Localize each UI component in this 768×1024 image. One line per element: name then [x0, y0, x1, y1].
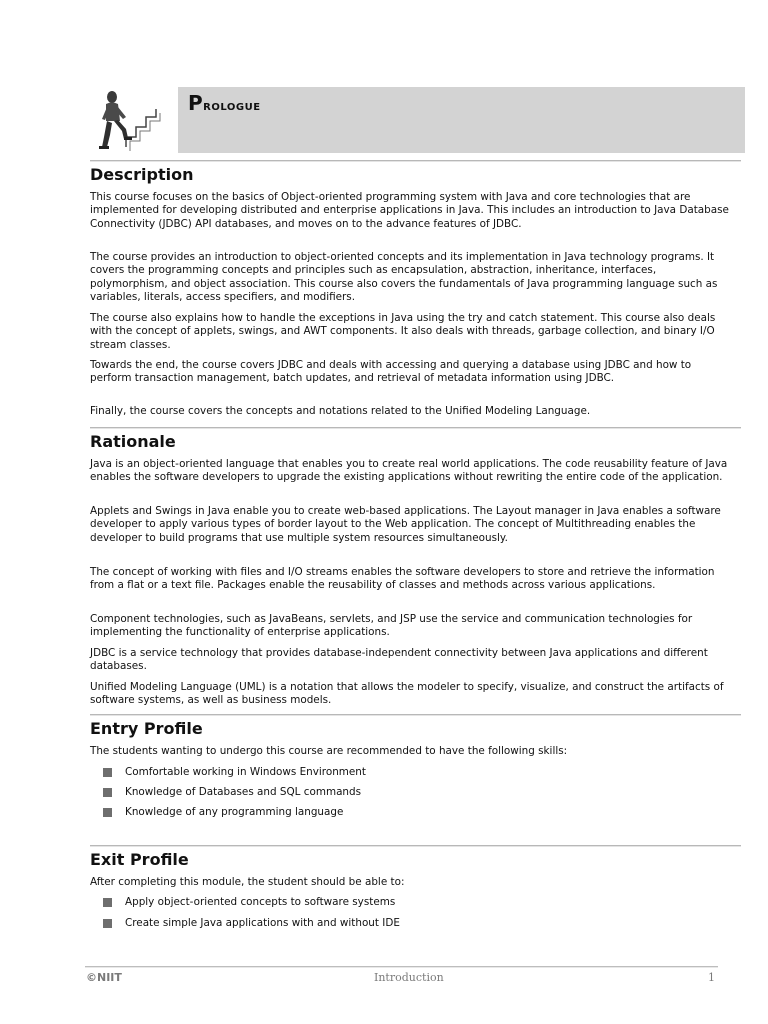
square-bullet-icon	[103, 768, 112, 777]
exit-profile-list	[90, 896, 730, 930]
title-box	[178, 87, 745, 153]
rationale-paragraph: The concept of working with files and I/O streams enables the software developers to store and retrieve the information from a flat or a text file. Packages enable the reusability of classes and methods across various applications.	[90, 566, 715, 592]
rationale-paragraph: Component technologies, such as JavaBeans, servlets, and JSP use the service and communication technologies for implementing the functionality of enterprise applications.	[90, 613, 693, 639]
section-divider	[90, 714, 741, 716]
entry-profile-list	[90, 766, 730, 819]
rationale-paragraph: Applets and Swings in Java enable you to create web-based applications. The Layout manager in Java enables a software developer to apply various types of border layout to the Web application. The concept of Multithreading enables the developer to build programs that use multiple system resources simultaneously.	[90, 505, 721, 544]
footer-divider	[85, 966, 718, 968]
list-item: Knowledge of Databases and SQL commands	[90, 786, 730, 799]
entry-profile-heading: Entry Profile	[90, 719, 203, 738]
square-bullet-icon	[103, 919, 112, 928]
entry-profile-intro: The students wanting to undergo this course are recommended to have the following skills:	[90, 745, 568, 757]
list-item: Apply object-oriented concepts to software systems	[90, 896, 730, 909]
page-title: Prologue	[188, 91, 261, 115]
list-item: Knowledge of any programming language	[90, 806, 730, 819]
description-paragraph: The course provides an introduction to object-oriented concepts and its implementation in Java technology programs. It covers the programming concepts and principles such as encapsulation, abstraction, inheritance, interfaces, polymorphism, and object association. This course also covers the fundamentals of Java programming language such as variables, literals, access specifiers, and modifiers.	[90, 251, 718, 304]
footer-section-name: Introduction	[374, 971, 444, 984]
rationale-paragraph: Unified Modeling Language (UML) is a notation that allows the modeler to specify, visualize, and construct the artifacts of software systems, as well as business models.	[90, 681, 724, 707]
section-divider	[90, 160, 741, 162]
rationale-paragraph: Java is an object-oriented language that enables you to create real world applications. The code reusability feature of Java enables the software developers to upgrade the existing applications without rewriting the entire code of the application.	[90, 458, 728, 484]
square-bullet-icon	[103, 898, 112, 907]
list-item: Create simple Java applications with and without IDE	[90, 917, 730, 930]
section-divider	[90, 845, 741, 847]
prologue-header	[90, 87, 745, 153]
description-paragraph: This course focuses on the basics of Object-oriented programming system with Java and core technologies that are implemented for developing distributed and enterprise applications in Java. This includes an introduction to Java Database Connectivity (JDBC) API databases, and moves on to the advance features of JDBC.	[90, 191, 729, 230]
square-bullet-icon	[103, 788, 112, 797]
person-climbing-stairs-icon	[90, 87, 170, 153]
page-number: 1	[708, 971, 715, 984]
rationale-heading: Rationale	[90, 432, 176, 451]
description-paragraph: Finally, the course covers the concepts and notations related to the Unified Modeling Language.	[90, 405, 591, 417]
description-paragraph: The course also explains how to handle the exceptions in Java using the try and catch statement. This course also deals with the concept of applets, swings, and AWT components. It also deals with threads, garbage collection, and binary I/O stream classes.	[90, 312, 716, 351]
footer-copyright: ©NIIT	[86, 971, 122, 984]
rationale-paragraph: JDBC is a service technology that provides database-independent connectivity between Java applications and different databases.	[90, 647, 708, 673]
exit-profile-intro: After completing this module, the student should be able to:	[90, 876, 405, 888]
description-heading: Description	[90, 165, 194, 184]
square-bullet-icon	[103, 808, 112, 817]
exit-profile-heading: Exit Profile	[90, 850, 189, 869]
section-divider	[90, 427, 741, 429]
description-paragraph: Towards the end, the course covers JDBC and deals with accessing and querying a database using JDBC and how to perform transaction management, batch updates, and retrieval of metadata information using JDBC.	[90, 359, 692, 385]
list-item: Comfortable working in Windows Environment	[90, 766, 730, 779]
